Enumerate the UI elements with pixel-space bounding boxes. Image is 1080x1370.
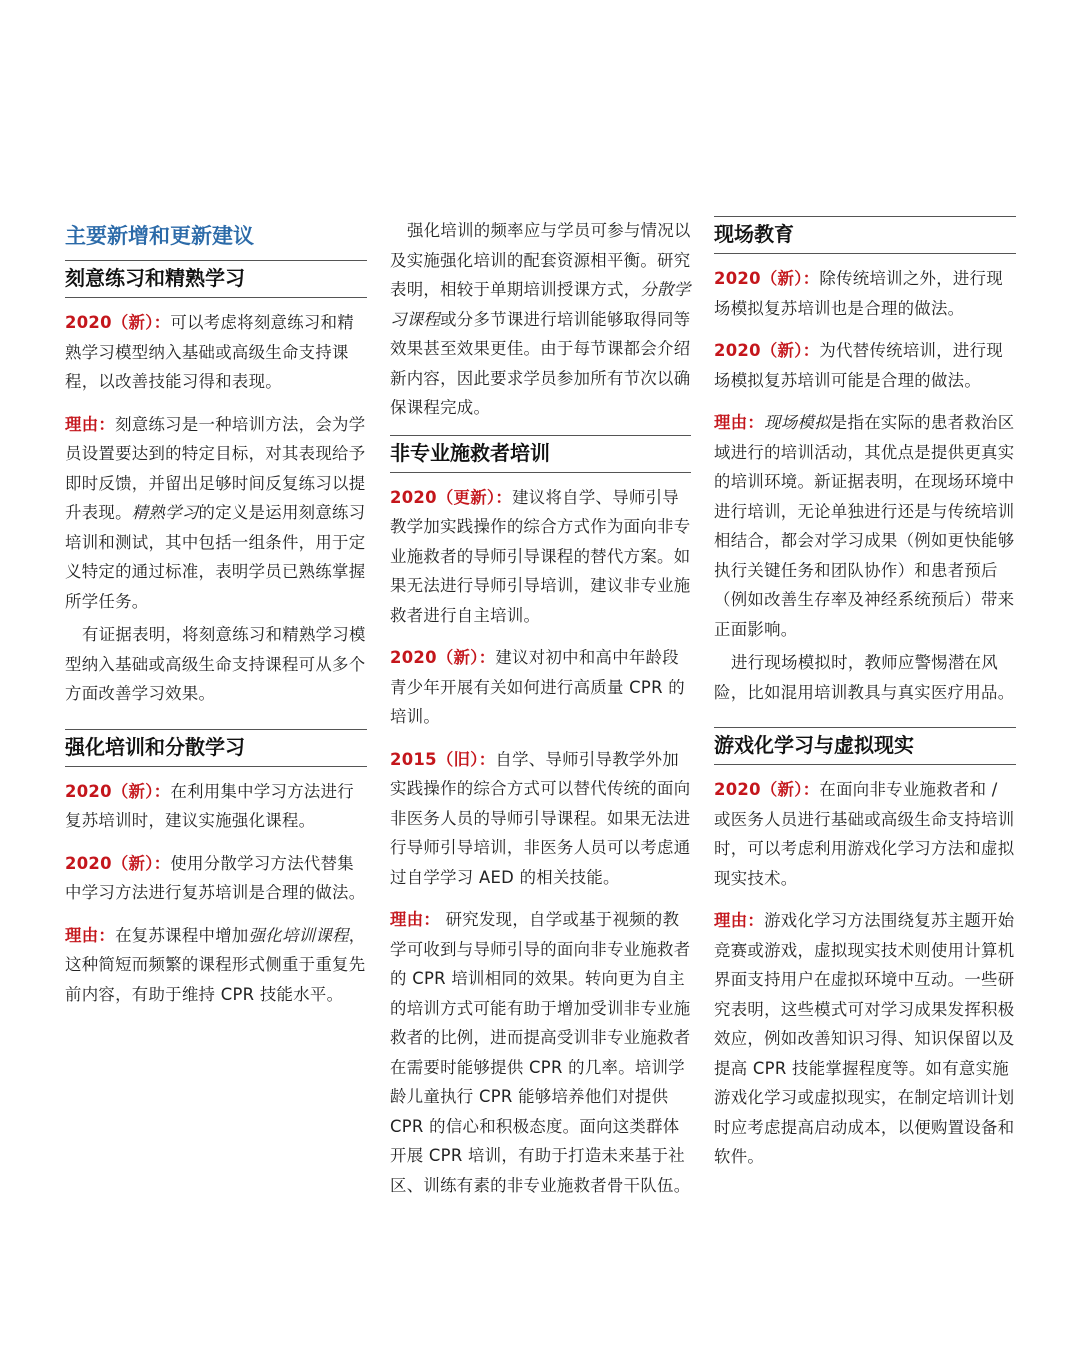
rationale-tag: 理由： xyxy=(714,413,765,432)
recommendation-text: 在利用集中学习方法进行复苏培训时，建议实施强化课程。 xyxy=(65,781,354,830)
recommendation-text: 自学、导师引导教学外加实践操作的综合方式可以替代传统的面向非医务人员的导师引导课程。如果无法进行导师引导培训，非医务人员可以考虑通过自学学习 AED 的相关技能。 xyxy=(390,749,691,887)
rationale-tag: 理由： xyxy=(65,925,116,945)
body-paragraph: 有证据表明，将刻意练习和精熟学习模型纳入基础或高级生命支持课程可从多个方面改善学习效果。 xyxy=(65,625,366,703)
recommendation-text: 建议将自学、导师引导教学加实践操作的综合方式作为面向非专业施救者的导师引导课程的替代方案。如果无法进行导师引导培训，建议非专业施救者进行自主培训。 xyxy=(390,487,691,625)
recommendation-tag: 2020（新）： xyxy=(714,269,820,288)
column-2 xyxy=(390,214,691,1200)
recommendation-tag: 2020（新）： xyxy=(65,781,171,801)
recommendation-tag: 2020（新）： xyxy=(65,853,171,873)
recommendation-paragraph xyxy=(714,336,1016,395)
rationale-paragraph xyxy=(390,905,691,1200)
recommendation-paragraph xyxy=(65,308,367,397)
rationale-text: 刻意练习是一种培训方法，会为学员设置要达到的特定目标，对其表现给予即时反馈，并留出足够时间反复练习以提升表现。 xyxy=(65,414,366,522)
rationale-term: 强化培训课程 xyxy=(248,925,349,945)
rationale-tag: 理由： xyxy=(714,911,765,930)
rationale-text-cont: ，这种简短而频繁的课程形式侧重于重复先前内容，有助于维持 CPR 技能水平。 xyxy=(65,925,366,1004)
body-paragraph: 进行现场模拟时，教师应警惕潜在风险，比如混用培训教具与真实医疗用品。 xyxy=(714,653,1015,702)
recommendation-paragraph xyxy=(390,483,691,631)
body-text: 强化培训的频率应与学员可参与情况以及实施强化培训的配套资源相平衡。研究表明，相较于单期培训授课方式， xyxy=(390,221,691,299)
rationale-term: 精熟学习 xyxy=(131,503,199,522)
recommendation-text: 可以考虑将刻意练习和精熟学习模型纳入基础或高级生命支持课程，以改善技能习得和表现。 xyxy=(65,313,354,391)
recommendation-tag: 2015（旧）： xyxy=(390,749,496,769)
rationale-tag: 理由： xyxy=(390,910,441,929)
column-3 xyxy=(714,214,1016,1172)
rationale-text: 在复苏课程中增加 xyxy=(115,925,249,945)
rationale-paragraph xyxy=(714,408,1016,644)
recommendation-text: 建议对初中和高中年龄段青少年开展有关如何进行高质量 CPR 的培训。 xyxy=(390,648,685,726)
section-title-lay-rescuer-training: 非专业施救者培训 xyxy=(390,435,691,473)
body-text-cont: 或分多节课进行培训能够取得同等效果甚至效果更佳。由于每节课都会介绍新内容，因此要求学员参加所有节次以确保课程完成。 xyxy=(390,309,691,417)
body-term: 分散学习课程 xyxy=(390,280,691,329)
old-recommendation-paragraph xyxy=(390,745,691,893)
recommendation-text: 为代替传统培训，进行现场模拟复苏培训可能是合理的做法。 xyxy=(714,341,1003,390)
recommendation-paragraph xyxy=(714,775,1016,893)
main-title: 主要新增和更新建议 xyxy=(65,224,254,248)
section-title-deliberate-practice: 刻意练习和精熟学习 xyxy=(65,260,367,298)
rationale-tag: 理由： xyxy=(65,414,116,434)
rationale-text: 研究发现，自学或基于视频的教学可收到与导师引导的面向非专业施救者的 CPR 培训相同的效果。转向更为自主的培训方式可能有助于增加受训非专业施救者的比例，进而提高受训非专业施救者在需要时能够提供 CPR 的几率。培训学龄儿童执行 CPR 能够培养他们对提供 CPR 的信心和积极态度。面向这类群体开展 CPR 培训，有助于打造未来基于社区、训练有素的非专业施救者骨干队伍。 xyxy=(390,910,691,1195)
rationale-paragraph xyxy=(714,906,1016,1172)
recommendation-paragraph xyxy=(65,849,367,908)
recommendation-tag: 2020（新）： xyxy=(65,313,171,332)
recommendation-paragraph xyxy=(390,643,691,732)
recommendation-text: 使用分散学习方法代替集中学习方法进行复苏培训是合理的做法。 xyxy=(65,853,366,902)
section-title-gamified-learning: 游戏化学习与虚拟现实 xyxy=(714,727,1016,765)
recommendation-tag: 2020（新）： xyxy=(390,648,496,667)
section-title-in-situ-education: 现场教育 xyxy=(714,216,1016,254)
recommendation-text: 除传统培训之外，进行现场模拟复苏培训也是合理的做法。 xyxy=(714,269,1003,318)
rationale-text: 是指在实际的患者救治区域进行的培训活动，其优点是提供更真实的培训环境。新证据表明，在现场环境中进行培训，无论单独进行还是与传统培训相结合，都会对学习成果（例如更快能够执行关键任务和团队协作）和患者预后（例如改善生存率及神经系统预后）带来正面影响。 xyxy=(714,413,1015,639)
recommendation-paragraph xyxy=(714,264,1016,323)
rationale-term: 现场模拟 xyxy=(764,413,831,432)
recommendation-paragraph xyxy=(65,777,367,836)
section-title-booster-training: 强化培训和分散学习 xyxy=(65,729,367,767)
recommendation-tag: 2020（新）： xyxy=(714,341,820,360)
column-1 xyxy=(65,214,367,1009)
rationale-text: 游戏化学习方法围绕复苏主题开始竞赛或游戏，虚拟现实技术则使用计算机界面支持用户在虚拟环境中互动。一些研究表明，这些模式可对学习成果发挥积极效应，例如改善知识习得、知识保留以及提高 CPR 技能掌握程度等。如有意实施游戏化学习或虚拟现实，在制定培训计划时应考虑提高启动成本，以便购置设备和软件。 xyxy=(714,911,1015,1166)
recommendation-tag: 2020（更新）： xyxy=(390,487,513,507)
body-paragraph xyxy=(390,216,691,423)
rationale-paragraph xyxy=(65,921,367,1010)
rationale-text-cont: 的定义是运用刻意练习培训和测试，其中包括一组条件，用于定义特定的通过标准，表明学员已熟练掌握所学任务。 xyxy=(65,503,366,611)
recommendation-text: 在面向非专业施救者和 / 或医务人员进行基础或高级生命支持培训时，可以考虑利用游戏化学习方法和虚拟现实技术。 xyxy=(714,780,1015,888)
recommendation-tag: 2020（新）： xyxy=(714,780,820,799)
rationale-paragraph xyxy=(65,410,367,617)
